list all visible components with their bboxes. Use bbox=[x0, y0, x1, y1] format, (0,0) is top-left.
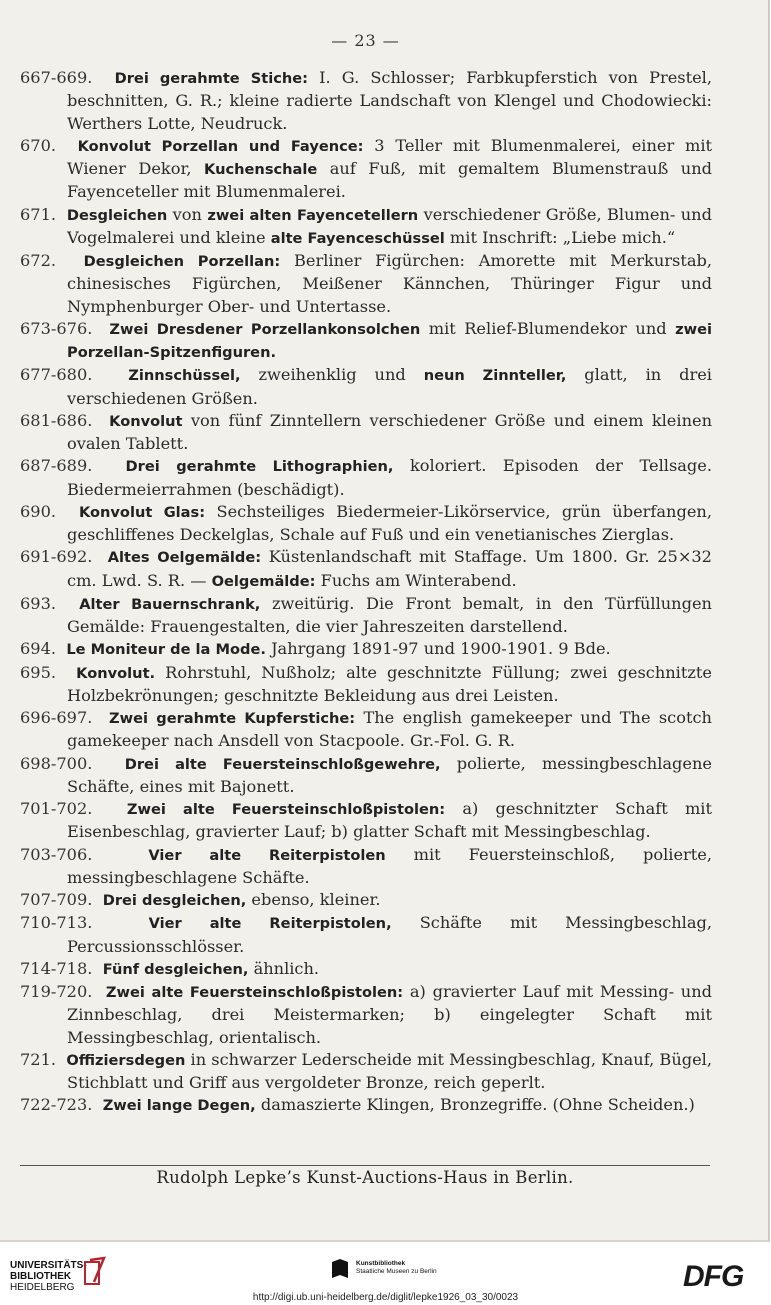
lot-text: koloriert. Episoden der Tellsage. Biedermeierrahmen (beschädigt). bbox=[67, 456, 712, 499]
lot-text: mit Inschrift: „Liebe mich.“ bbox=[444, 227, 676, 247]
lot-text: Fuchs am Winterabend. bbox=[315, 570, 517, 590]
lot-description bbox=[67, 68, 712, 133]
lot-description bbox=[67, 547, 712, 589]
lot-text: Küstenlandschaft mit Staffage. Um 1800. Gr. 25×32 cm. Lwd. S. R. — bbox=[67, 547, 712, 590]
lot-text: auf Fuß, mit gemaltem Blumenstrauß und Fayenceteller mit Blumenmalerei. bbox=[67, 159, 712, 202]
kunstbibliothek-logo-icon bbox=[330, 1258, 350, 1280]
catalog-entry bbox=[20, 638, 712, 661]
lot-description bbox=[66, 1050, 712, 1092]
lot-heading: Konvolut. bbox=[76, 664, 156, 682]
lot-heading: Drei alte Feuersteinschloßgewehre, bbox=[124, 755, 441, 773]
lot-text: 3 Teller mit Blumenmalerei, einer mit Wiener Dekor, bbox=[67, 135, 712, 178]
lot-heading: Oelgemälde: bbox=[211, 572, 316, 590]
lot-text: Berliner Figürchen: Amorette mit Merkurstab, chinesisches Figürchen, Meißener Kännchen, Thüringer Figur und Nymphenburger Ober- und Untertasse. bbox=[67, 251, 712, 316]
catalog-entry bbox=[20, 889, 712, 912]
lot-description bbox=[67, 708, 712, 750]
dfg-logo: DFG bbox=[683, 1260, 744, 1293]
lot-heading: Drei desgleichen, bbox=[102, 892, 247, 909]
lot-text: glatt, in drei verschiedenen Größen. bbox=[67, 365, 712, 408]
lot-text: polierte, messingbeschlagene Schäfte, eines mit Bajonett. bbox=[67, 753, 712, 796]
lot-description bbox=[67, 136, 712, 202]
lot-text: ähnlich. bbox=[248, 958, 320, 978]
lot-description bbox=[66, 639, 610, 658]
catalog-entry bbox=[20, 662, 712, 708]
catalog-entry bbox=[20, 798, 712, 844]
lot-description bbox=[67, 205, 712, 247]
lot-heading: Vier alte Reiterpistolen bbox=[148, 846, 386, 864]
lot-heading: Desgleichen Porzellan: bbox=[83, 253, 281, 270]
catalog-entry bbox=[20, 135, 712, 204]
catalog-entry bbox=[20, 1049, 712, 1095]
catalog-entries bbox=[20, 67, 712, 1118]
lot-description bbox=[103, 1095, 695, 1114]
kb-line-1: Kunstbibliothek bbox=[356, 1260, 406, 1267]
lot-text: a) geschnitzter Schaft mit Eisenbeschlag, gravierter Lauf; b) glatter Schaft mit Messingbeschlag. bbox=[67, 799, 712, 842]
lot-number: 722-723. bbox=[20, 1095, 98, 1115]
catalog-entry bbox=[20, 707, 712, 753]
lot-heading: Fünf desgleichen, bbox=[102, 960, 249, 978]
lot-heading: Zwei Dresdener Porzellankonsolchen bbox=[109, 320, 421, 338]
kunstbibliothek-label bbox=[356, 1260, 437, 1276]
lot-description bbox=[67, 913, 712, 955]
lot-description bbox=[67, 594, 712, 636]
source-url[interactable]: http://digi.ub.uni-heidelberg.de/diglit/lepke1926_03_30/0023 bbox=[252, 1292, 519, 1303]
catalog-entry bbox=[20, 250, 712, 318]
ub-heidelberg-logo-icon bbox=[82, 1256, 108, 1286]
lot-number: 691-692. bbox=[20, 547, 101, 567]
lot-text: Rohrstuhl, Nußholz; alte geschnitzte Füllung; zwei geschnitzte Holzbekrönungen; geschnitzte Bekleidung aus drei Leisten. bbox=[67, 662, 712, 705]
lot-heading: Vier alte Reiterpistolen, bbox=[148, 915, 392, 933]
lot-text: verschiedener Größe, Blumen- und Vogelmalerei und kleine bbox=[67, 204, 712, 247]
lot-heading: Drei gerahmte Lithographien, bbox=[125, 458, 394, 476]
lot-text: Jahrgang 1891-97 und 1900-1901. 9 Bde. bbox=[265, 639, 611, 659]
lot-heading: Drei gerahmte Stiche: bbox=[114, 70, 308, 87]
lot-number: 672. bbox=[20, 251, 70, 270]
page-number: — 23 — bbox=[331, 31, 400, 50]
catalog-entry bbox=[20, 1094, 712, 1117]
lot-number: 671. bbox=[20, 204, 62, 224]
lot-heading: Konvolut bbox=[109, 412, 183, 430]
catalog-entry bbox=[20, 455, 712, 501]
ub-line-1: UNIVERSITÄTS- bbox=[10, 1260, 87, 1271]
lot-number: 719-720. bbox=[20, 982, 100, 1001]
catalog-entry bbox=[20, 204, 712, 251]
lot-description bbox=[67, 502, 712, 544]
lot-text: mit Feuersteinschloß, polierte, messingbeschlagene Schäfte. bbox=[67, 844, 712, 887]
lot-description bbox=[67, 251, 712, 316]
catalog-entry bbox=[20, 981, 712, 1049]
lot-heading: Alter Bauernschrank, bbox=[79, 595, 261, 613]
ub-line-3: HEIDELBERG bbox=[10, 1282, 75, 1293]
catalog-entry bbox=[20, 67, 712, 135]
lot-number: 701-702. bbox=[20, 799, 110, 818]
lot-number: 695. bbox=[20, 662, 67, 682]
lot-number: 667-669. bbox=[20, 68, 104, 87]
lot-heading: zwei Porzellan-Spitzenfiguren. bbox=[67, 320, 712, 361]
lot-number: 698-700. bbox=[20, 753, 109, 773]
lot-text: zweihenklig und bbox=[240, 365, 424, 385]
lot-number: 687-689. bbox=[20, 456, 109, 476]
catalog-entry bbox=[20, 501, 712, 547]
digitization-bar bbox=[0, 1244, 771, 1305]
lot-text: I. G. Schlosser; Farbkupferstich von Prestel, beschnitten, G. R.; kleine radierte Landschaft von Klengel und Chodowiecki: Werthers Lotte, Neudruck. bbox=[67, 68, 712, 133]
lot-number: 721. bbox=[20, 1049, 62, 1069]
lot-heading: zwei alten Fayencetellern bbox=[207, 206, 419, 224]
lot-heading: Offiziersdegen bbox=[66, 1051, 186, 1069]
lot-number: 703-706. bbox=[20, 844, 121, 864]
lot-heading: Desgleichen bbox=[66, 206, 168, 224]
lot-description bbox=[67, 754, 712, 796]
lot-heading: Altes Oelgemälde: bbox=[107, 549, 262, 567]
lot-description bbox=[67, 982, 712, 1047]
lot-heading: Le Moniteur de la Mode. bbox=[66, 641, 266, 659]
lot-description bbox=[67, 365, 712, 407]
catalog-entry bbox=[20, 546, 712, 593]
lot-text: ebenso, kleiner. bbox=[246, 890, 381, 909]
lot-number: 696-697. bbox=[20, 708, 101, 727]
lot-text: damaszierte Klingen, Bronzegriffe. (Ohne Scheiden.) bbox=[255, 1095, 695, 1115]
lot-text: The english gamekeeper und The scotch gamekeeper nach Ansdell von Stacpoole. Gr.-Fol. G. R. bbox=[67, 708, 712, 751]
lot-text: Schäfte mit Messingbeschlag, Percussionsschlösser. bbox=[67, 913, 712, 956]
catalog-entry bbox=[20, 958, 712, 981]
lot-heading: Zwei alte Feuersteinschloßpistolen: bbox=[126, 801, 446, 818]
lot-description bbox=[67, 456, 712, 498]
ub-line-2: BIBLIOTHEK bbox=[10, 1271, 72, 1282]
catalog-entry bbox=[20, 844, 712, 890]
lot-description bbox=[67, 319, 712, 361]
ub-heidelberg-label bbox=[10, 1260, 87, 1293]
lot-number: 694. bbox=[20, 639, 62, 659]
catalog-entry bbox=[20, 318, 712, 365]
lot-heading: alte Fayenceschüssel bbox=[270, 229, 445, 247]
lot-number: 707-709. bbox=[20, 890, 98, 909]
auction-house-footer: Rudolph Lepke’s Kunst-Auctions-Haus in Berlin. bbox=[156, 1168, 574, 1187]
lot-description bbox=[67, 845, 712, 887]
lot-heading: Konvolut Porzellan und Fayence: bbox=[77, 137, 364, 155]
lot-text: Sechsteiliges Biedermeier-Likörservice, grün überfangen, geschliffenes Deckelglas, Schale auf Fuß und ein venetianisches Zierglas. bbox=[67, 501, 712, 544]
lot-number: 693. bbox=[20, 593, 68, 613]
lot-description bbox=[67, 799, 712, 841]
lot-text: mit Relief-Blumendekor und bbox=[420, 318, 676, 338]
kb-line-2: Staatliche Museen zu Berlin bbox=[356, 1268, 437, 1275]
lot-number: 710-713. bbox=[20, 913, 121, 933]
lot-text: von bbox=[167, 204, 208, 224]
lot-number: 690. bbox=[20, 501, 68, 521]
lot-text: von fünf Zinntellern verschiedener Größe und einem kleinen ovalen Tablett. bbox=[67, 410, 712, 453]
footer-rule bbox=[20, 1165, 710, 1166]
lot-number: 677-680. bbox=[20, 365, 111, 385]
catalog-entry bbox=[20, 364, 712, 410]
lot-description bbox=[67, 411, 712, 453]
catalog-entry bbox=[20, 410, 712, 456]
lot-heading: Konvolut Glas: bbox=[78, 503, 206, 521]
lot-heading: Zwei lange Degen, bbox=[102, 1097, 256, 1115]
lot-text: zweitürig. Die Front bemalt, in den Türfüllungen Gemälde: Frauengestalten, die vier Jahreszeiten darstellend. bbox=[67, 593, 712, 636]
lot-number: 714-718. bbox=[20, 958, 98, 978]
lot-description bbox=[103, 959, 319, 978]
catalog-entry bbox=[20, 753, 712, 799]
lot-description bbox=[67, 663, 712, 705]
lot-heading: Kuchenschale bbox=[204, 161, 318, 178]
lot-heading: Zwei gerahmte Kupferstiche: bbox=[109, 710, 356, 727]
lot-number: 681-686. bbox=[20, 410, 101, 430]
lot-description bbox=[103, 890, 381, 909]
lot-heading: Zinnschüssel, bbox=[128, 367, 241, 385]
lot-heading: Zwei alte Feuersteinschloßpistolen: bbox=[105, 984, 404, 1001]
catalog-entry bbox=[20, 912, 712, 958]
lot-text: in schwarzer Lederscheide mit Messingbeschlag, Knauf, Bügel, Stichblatt und Griff aus vergoldeter Bronze, reich geperlt. bbox=[67, 1049, 713, 1092]
lot-heading: neun Zinnteller, bbox=[423, 367, 567, 385]
lot-number: 673-676. bbox=[20, 318, 101, 338]
lot-number: 670. bbox=[20, 135, 67, 155]
catalog-entry bbox=[20, 593, 712, 639]
lot-text: a) gravierter Lauf mit Messing- und Zinnbeschlag, drei Meistermarken; b) eingelegter Schaft mit Messingbeschlag, orientalisch. bbox=[67, 982, 712, 1047]
